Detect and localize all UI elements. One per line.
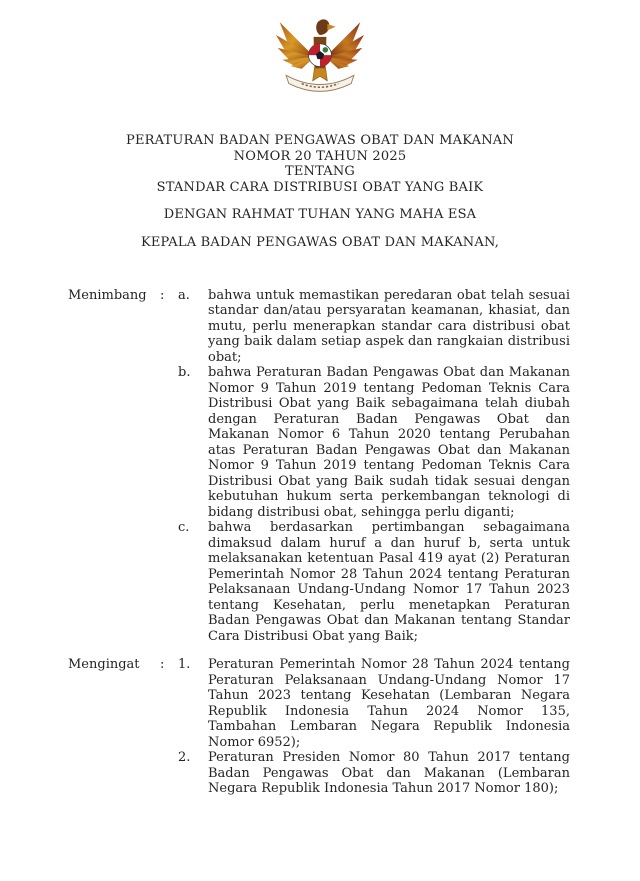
section-menimbang <box>0 288 640 645</box>
section-label-mengingat: Mengingat <box>68 657 140 673</box>
item-marker: b. <box>178 365 191 381</box>
left-wing <box>276 22 315 69</box>
section-colon: : <box>160 657 165 673</box>
item-marker: 1. <box>178 657 191 673</box>
banner-scroll <box>286 75 354 91</box>
section-mengingat <box>0 657 640 797</box>
item-marker: c. <box>178 520 190 536</box>
eagle-head <box>316 19 335 35</box>
legal-basis-item-2 <box>178 750 570 797</box>
emblem-container <box>0 0 640 100</box>
legal-basis-item-1 <box>178 657 570 750</box>
garuda-pancasila-emblem <box>274 13 366 101</box>
item-text: bahwa berdasarkan pertimbangan sebagaimana dimaksud dalam huruf a dan huruf b, serta untuk melaksanakan ketentuan Pasal 419 ayat (2) Peraturan Pemerintah Nomor 28 Tahun 2024 tentang Peraturan Pelaksanaan Undang-Undang Nomor 17 Tahun 2023 tentang Kesehatan, perlu menetapkan Peraturan Badan Pengawas Obat dan Makanan tentang Standar Cara Distribusi Obat yang Baik; <box>208 520 570 644</box>
consideration-item-c <box>178 520 570 644</box>
tail-feathers <box>313 68 328 81</box>
title-line-4: STANDAR CARA DISTRIBUSI OBAT YANG BAIK <box>156 179 484 195</box>
right-wing <box>326 22 365 69</box>
section-colon: : <box>160 287 165 303</box>
consideration-item-a <box>178 288 570 366</box>
item-marker: 2. <box>178 750 191 766</box>
document-title-block <box>0 133 640 195</box>
preamble-sections <box>0 288 640 797</box>
mengingat-items <box>178 657 570 797</box>
pancasila-shield <box>309 44 332 67</box>
title-line-3: TENTANG <box>284 164 356 180</box>
invocation-line: DENGAN RAHMAT TUHAN YANG MAHA ESA <box>163 207 477 223</box>
title-line-1: PERATURAN BADAN PENGAWAS OBAT DAN MAKANAN <box>126 133 514 148</box>
section-label-menimbang: Menimbang <box>68 287 147 303</box>
item-text: bahwa Peraturan Badan Pengawas Obat dan Makanan Nomor 9 Tahun 2019 tentang Pedoman Teknis Cara Distribusi Obat yang Baik sebagaimana telah diubah dengan Peraturan Badan Pengawas Obat dan Makanan Nomor 6 Tahun 2020 tentang Perubahan atas Peraturan Badan Pengawas Obat dan Makanan Nomor 9 Tahun 2019 tentang Pedoman Teknis Cara Distribusi Obat yang Baik sudah tidak sesuai dengan kebutuhan hukum serta perkembangan teknologi di bidang distribusi obat, sehingga perlu diganti; <box>208 365 570 520</box>
item-text: bahwa untuk memastikan peredaran obat telah sesuai standar dan/atau persyaratan keamanan, khasiat, dan mutu, perlu menerapkan standar cara distribusi obat yang baik dalam setiap aspek dan rangkaian distribusi obat; <box>208 287 570 365</box>
item-text: Peraturan Presiden Nomor 80 Tahun 2017 tentang Badan Pengawas Obat dan Makanan (Lembaran Negara Republik Indonesia Tahun 2017 Nomor 180); <box>208 750 570 797</box>
title-line-2: NOMOR 20 TAHUN 2025 <box>233 148 407 164</box>
item-marker: a. <box>178 287 190 303</box>
authority-line: KEPALA BADAN PENGAWAS OBAT DAN MAKANAN, <box>140 234 500 250</box>
consideration-item-b <box>178 365 570 520</box>
item-text: Peraturan Pemerintah Nomor 28 Tahun 2024 tentang Peraturan Pelaksanaan Undang-Undang Nomor 17 Tahun 2023 tentang Kesehatan (Lembaran Negara Republik Indonesia Tahun 2024 Nomor 135, Tambahan Lembaran Negara Republik Indonesia Nomor 6952); <box>208 657 570 750</box>
menimbang-items <box>178 288 570 645</box>
